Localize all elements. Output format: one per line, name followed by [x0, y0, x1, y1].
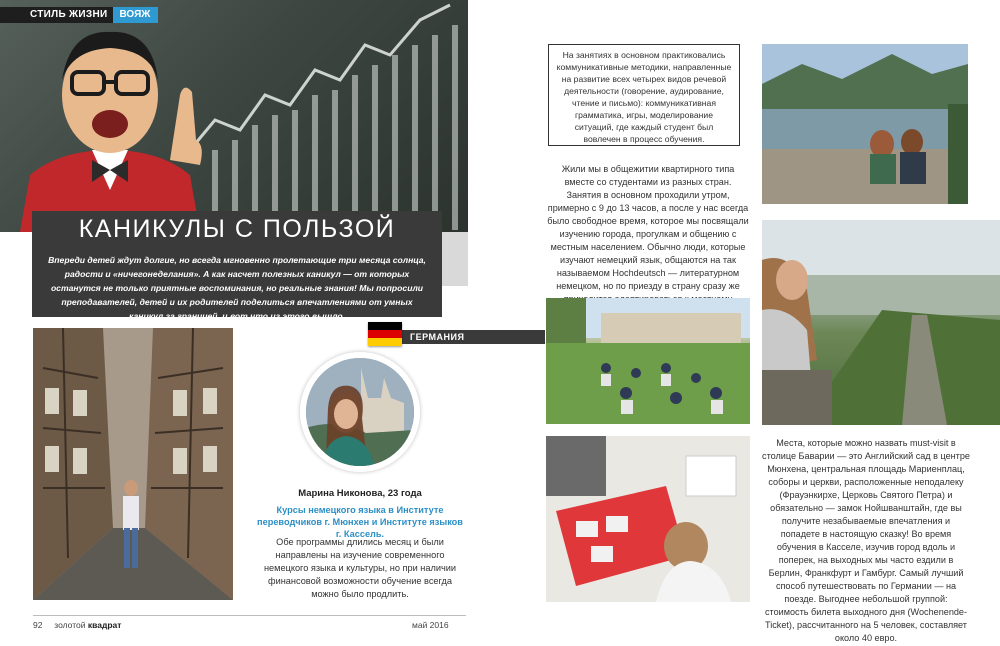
subsection-label: ВОЯЖ	[113, 7, 158, 23]
hero-photo-boy	[0, 0, 468, 232]
portrait-photo	[306, 358, 414, 466]
country-label: ГЕРМАНИЯ	[410, 332, 465, 342]
paragraph-must-visit: Места, которые можно назвать must-visit в столице Баварии — это Английский сад в центре Мюнхена, центральная площадь Мариенплац, соборы и церкви, расположенные неподалеку (Фрауэнкирхе, Церковь Святого Петра) и обязательно — замок Нойшванштайн, где вы получите незабываемые впечатления и попадете в настоящую сказку! Во время обучения в Касселе, изучив город вдоль и поперек, на выходных мы часто ездили в Берлин, Франкфурт и Гамбург. Самый лучший способ путешествовать по Германии — на поезде. Выгоднее небольшой группой: стоимость билета выходного дня (Wochenende-Ticket), рассчитанного на 5 человек, составляет около 40 евро.	[762, 438, 970, 643]
profile-text: Обе программы длились месяц и были направлены на изучение современного немецкого языка и культуры, но при наличии финансовой возможности обучение всегда можно было продлить.	[263, 537, 457, 599]
street-photo	[33, 328, 233, 600]
article-lead: Впереди детей ждут долгие, но всегда мгновенно пролетающие три месяца солнца, радости и «ничегонеделания». А как насчет полезных каникул — от которых останутся не только приятные воспоминания, но реальные знания! Мы попросили преподавателей, детей и их родителей поделиться впечатлениями от умных каникул за границей, и вот что из этого вышло.	[48, 255, 426, 321]
profile-course: Курсы немецкого языка в Институте переводчиков г. Мюнхен и Институте языков г. Кассель.	[257, 505, 463, 539]
magazine-name-light: золотой	[54, 620, 86, 630]
quote-box	[548, 44, 740, 146]
paragraph-dormitory: Жили мы в общежитии квартирного типа вместе со студентами из разных стран. Занятия в основном проходили утром, примерно с 9 до 13 часов, а после у нас всегда было свободное время, которое мы посвящали изучению города, прогулкам и общению с местным населением. Обычно люди, которые изучают немецкий язык, общаются на так называемом Hochdeutsch — литературном немецком, но по приезду в страну сразу же	[547, 164, 749, 291]
park-photo	[546, 298, 750, 424]
footer-left	[33, 620, 121, 630]
section-tag	[0, 7, 158, 23]
germany-flag-icon	[368, 322, 402, 346]
article-lead-box	[32, 247, 442, 321]
issue-date: май 2016	[412, 620, 449, 630]
article-title-box	[32, 211, 442, 247]
valley-photo	[762, 220, 1000, 425]
profile-name: Марина Никонова, 23 года	[298, 488, 422, 499]
classroom-photo	[546, 436, 750, 602]
page-number: 92	[33, 620, 43, 630]
article-title: КАНИКУЛЫ С ПОЛЬЗОЙ	[78, 214, 396, 243]
magazine-name-bold: квадрат	[87, 620, 122, 630]
lake-photo	[762, 44, 968, 204]
section-label: СТИЛЬ ЖИЗНИ	[0, 7, 113, 23]
quote-text: На занятиях в основном практиковались коммуникативные методики, направленные на развитие всех четырех видов речевой деятельности (говорение, аудирование, чтение и письмо): коммуникативная грамматика, игры, моделирование ситуаций, где каждый студент был вовлечен в процесс обучения.	[556, 50, 732, 144]
footer-divider	[33, 615, 466, 616]
